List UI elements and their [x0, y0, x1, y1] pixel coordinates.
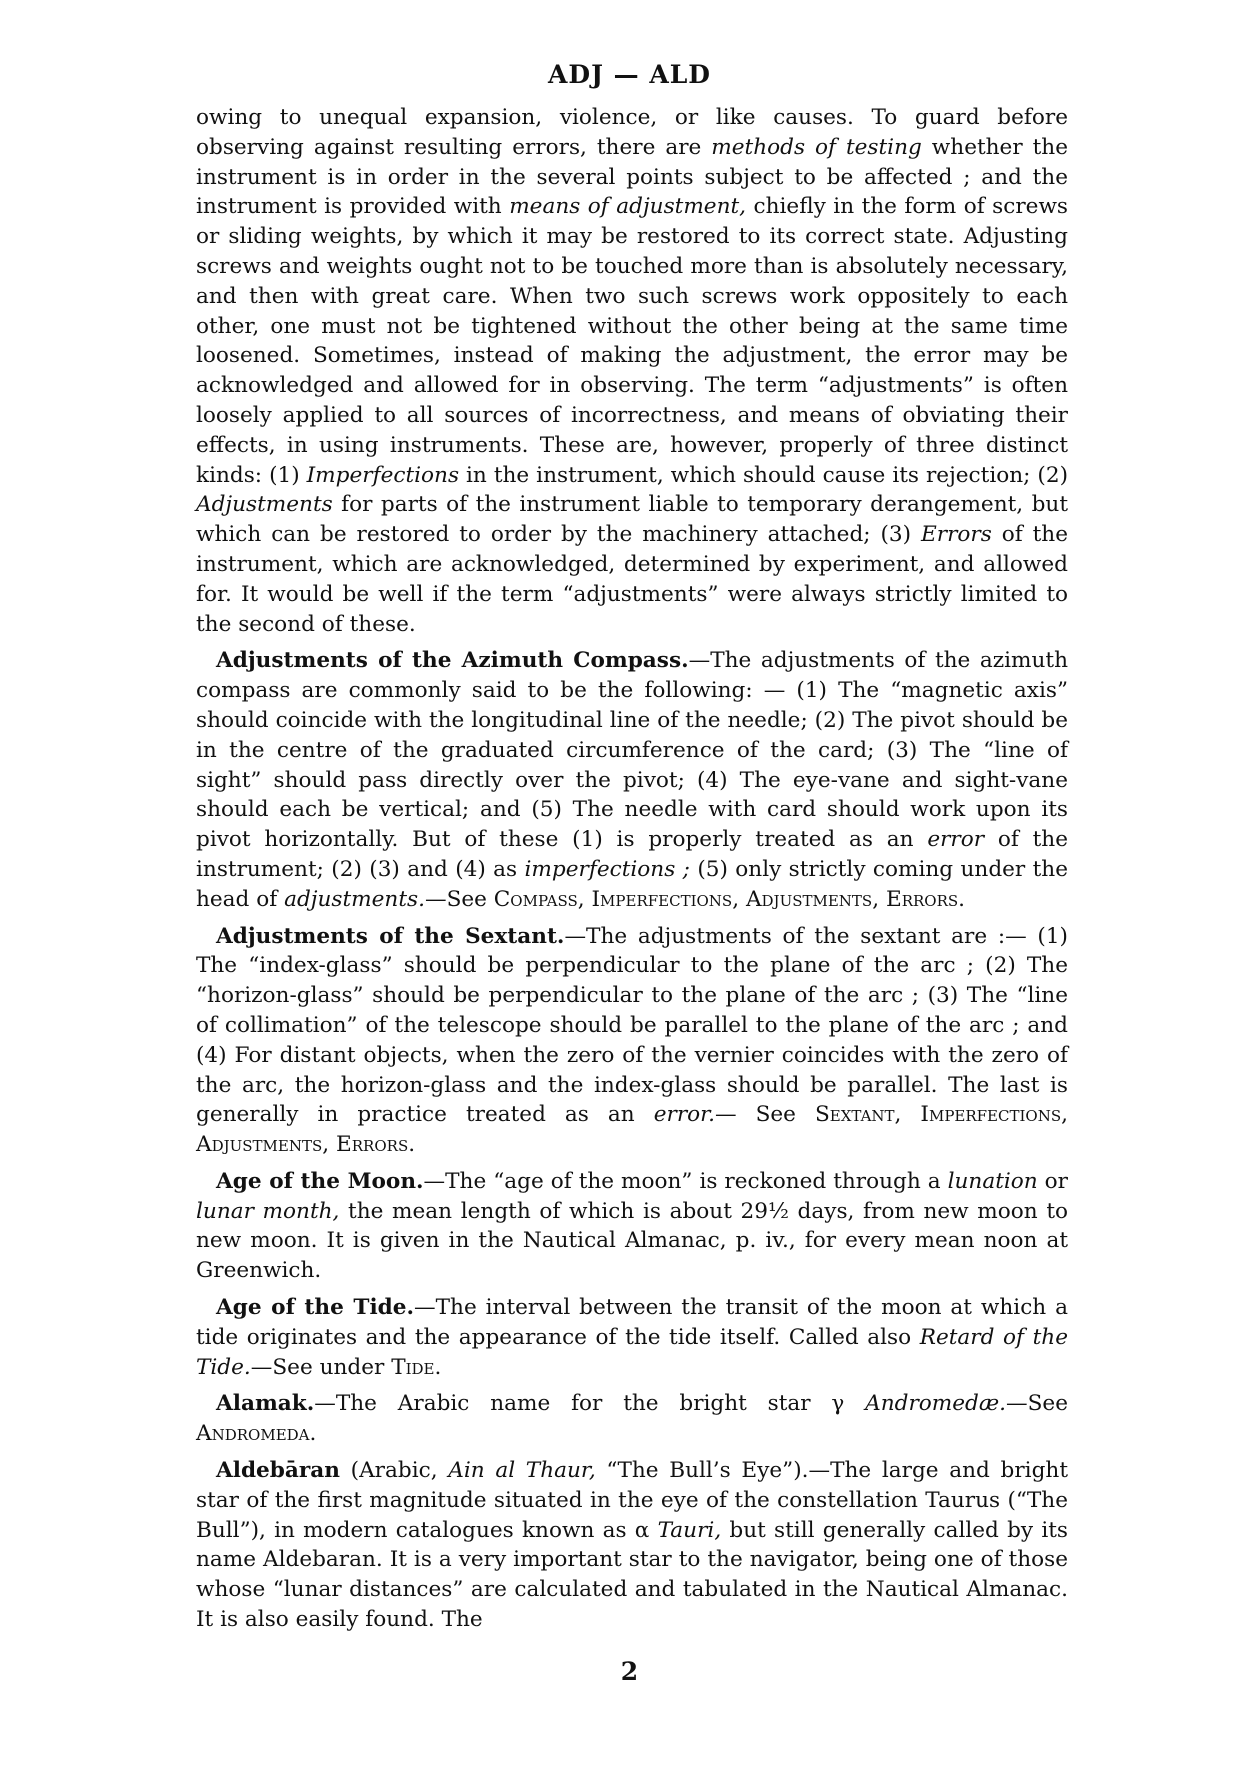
entry-headword: Alamak.	[216, 1391, 315, 1417]
cross-reference: Sextant, Imperfections, Adjustments, Errors.	[196, 1102, 1068, 1158]
text-run: in the instrument, which should cause its rejection; (2)	[459, 462, 1068, 488]
text-run: —The Arabic name for the bright star γ	[314, 1391, 866, 1417]
cross-reference: Tide.	[391, 1354, 442, 1380]
italic-run: error	[927, 827, 985, 853]
text-run: (Arabic,	[339, 1458, 449, 1484]
text-run: “The Bull’s Eye”).—The large and bright star of the first magnitude situated in the eye of the constellation Taurus (“The Bull”), in modern catalogues known as α	[196, 1458, 1068, 1543]
text-run: —The adjustments of the azimuth compass are commonly said to be the following: — (1) The “magnetic axis” should coincide with the longitudinal line of the needle; (2) The pivot should be in the centre of the graduated circumference of the card; (3) The “line of sight” should pass directly over the pivot; (4) The eye-vane and sight-vane should each be vertical; and (5) The needle with card should work upon its pivot horizontally. But of these (1) is properly treated as an	[196, 648, 1068, 853]
italic-run: adjustments.	[284, 886, 425, 912]
text-run: —See	[1006, 1391, 1068, 1417]
text-run: —The adjustments of the sextant are :— (1) The “index-glass” should be perpendicular to the plane of the arc ; (2) The “horizon-glass” should be perpendicular to the plane of the arc ; (3) The “line of collimation” of the telescope should be parallel to the plane of the arc ; and (4) For distant objects, when the zero of the vernier coincides with the zero of the arc, the horizon-glass and the index-glass should be parallel. The last is generally in practice treated as an	[196, 923, 1068, 1128]
running-head: ADJ — ALD	[548, 60, 711, 89]
italic-run: means of adjustment,	[509, 194, 747, 220]
text-run: the mean length of which is about 29½ days, from new moon to new moon. It is given in the Nautical Almanac, p. iv., for every mean noon at Greenwich.	[196, 1198, 1068, 1284]
text-run: of the instrument; (2) (3) and (4) as	[196, 827, 1068, 882]
italic-run: Errors	[920, 522, 992, 548]
cross-reference: Compass, Imperfections, Adjustments, Errors.	[493, 886, 966, 912]
cross-reference: Andromeda.	[196, 1421, 317, 1447]
entry-age-of-tide	[196, 1293, 1068, 1382]
paragraph-continued	[196, 103, 1068, 639]
text-run: (5) only strictly coming under the head of	[196, 856, 1068, 912]
entry-headword: Age of the Moon.	[216, 1168, 424, 1194]
italic-run: lunar month,	[196, 1198, 340, 1224]
entry-age-of-moon	[196, 1167, 1068, 1286]
text-run: —See under	[250, 1354, 392, 1380]
italic-run: Imperfections	[306, 462, 460, 488]
italic-run: methods of testing	[711, 134, 922, 160]
italic-run: Retard of the Tide.	[196, 1324, 1068, 1380]
page-body	[196, 103, 1068, 1642]
entry-headword: Aldebāran	[216, 1458, 340, 1484]
italic-run: imperfections ;	[524, 856, 690, 882]
text-run: or	[1037, 1168, 1068, 1194]
text-run: whether the instrument is in order in the several points subject to be affected ; and the instrument is provided with	[196, 134, 1068, 220]
italic-run: Tauri,	[657, 1517, 722, 1543]
text-run: —See	[424, 886, 494, 912]
italic-run: Andromedæ.	[865, 1391, 1007, 1417]
text-run: — See	[714, 1102, 815, 1128]
italic-run: Adjustments	[196, 492, 333, 518]
italic-run: lunation	[947, 1168, 1038, 1194]
text-run: but still generally called by its name Aldebaran. It is a very important star to the navigator, being one of those whose “lunar distances” are calculated and tabulated in the Nautical Almanac. It is also easily found. The	[196, 1517, 1069, 1633]
entry-sextant	[196, 922, 1068, 1160]
text-run: chiefly in the form of screws or sliding weights, by which it may be restored to its correct state. Adjusting screws and weights ought not to be touched more than is absolutely necessary, and then with great care. When two such screws work oppositely to each other, one must not be tightened without the other being at the same time loosened. Sometimes, instead of making the adjustment, the error may be acknowledged and allowed for in observing. The term “adjustments” is often loosely applied to all sources of incorrectness, and means of obviating their effects, in using instruments. These are, however, properly of three distinct kinds: (1)	[196, 194, 1069, 488]
entry-headword: Adjustments of the Sextant.	[216, 923, 565, 949]
entry-aldebaran	[196, 1456, 1068, 1635]
italic-run: Ain al Thaur,	[448, 1458, 596, 1484]
entry-alamak	[196, 1389, 1068, 1449]
entry-headword: Age of the Tide.	[216, 1295, 415, 1321]
text-run: —The “age of the moon” is reckoned through a	[423, 1168, 948, 1194]
italic-run: error.	[653, 1102, 715, 1128]
entry-azimuth-compass	[196, 646, 1068, 914]
text-run: owing to unequal expansion, violence, or like causes. To guard before observing against resulting errors, there are	[196, 105, 1068, 160]
entry-headword: Adjustments of the Azimuth Compass.	[216, 648, 689, 674]
text-run: for parts of the instrument liable to temporary derangement, but which can be restored to order by the machinery attached; (3)	[196, 492, 1068, 548]
text-run: of the instrument, which are acknowledged, determined by experiment, and allowed for. It would be well if the term “adjustments” were always strictly limited to the second of these.	[196, 522, 1068, 637]
page-number: 2	[620, 1657, 639, 1686]
text-run: —The interval between the transit of the moon at which a tide originates and the appearance of the tide itself. Called also	[196, 1295, 1068, 1350]
